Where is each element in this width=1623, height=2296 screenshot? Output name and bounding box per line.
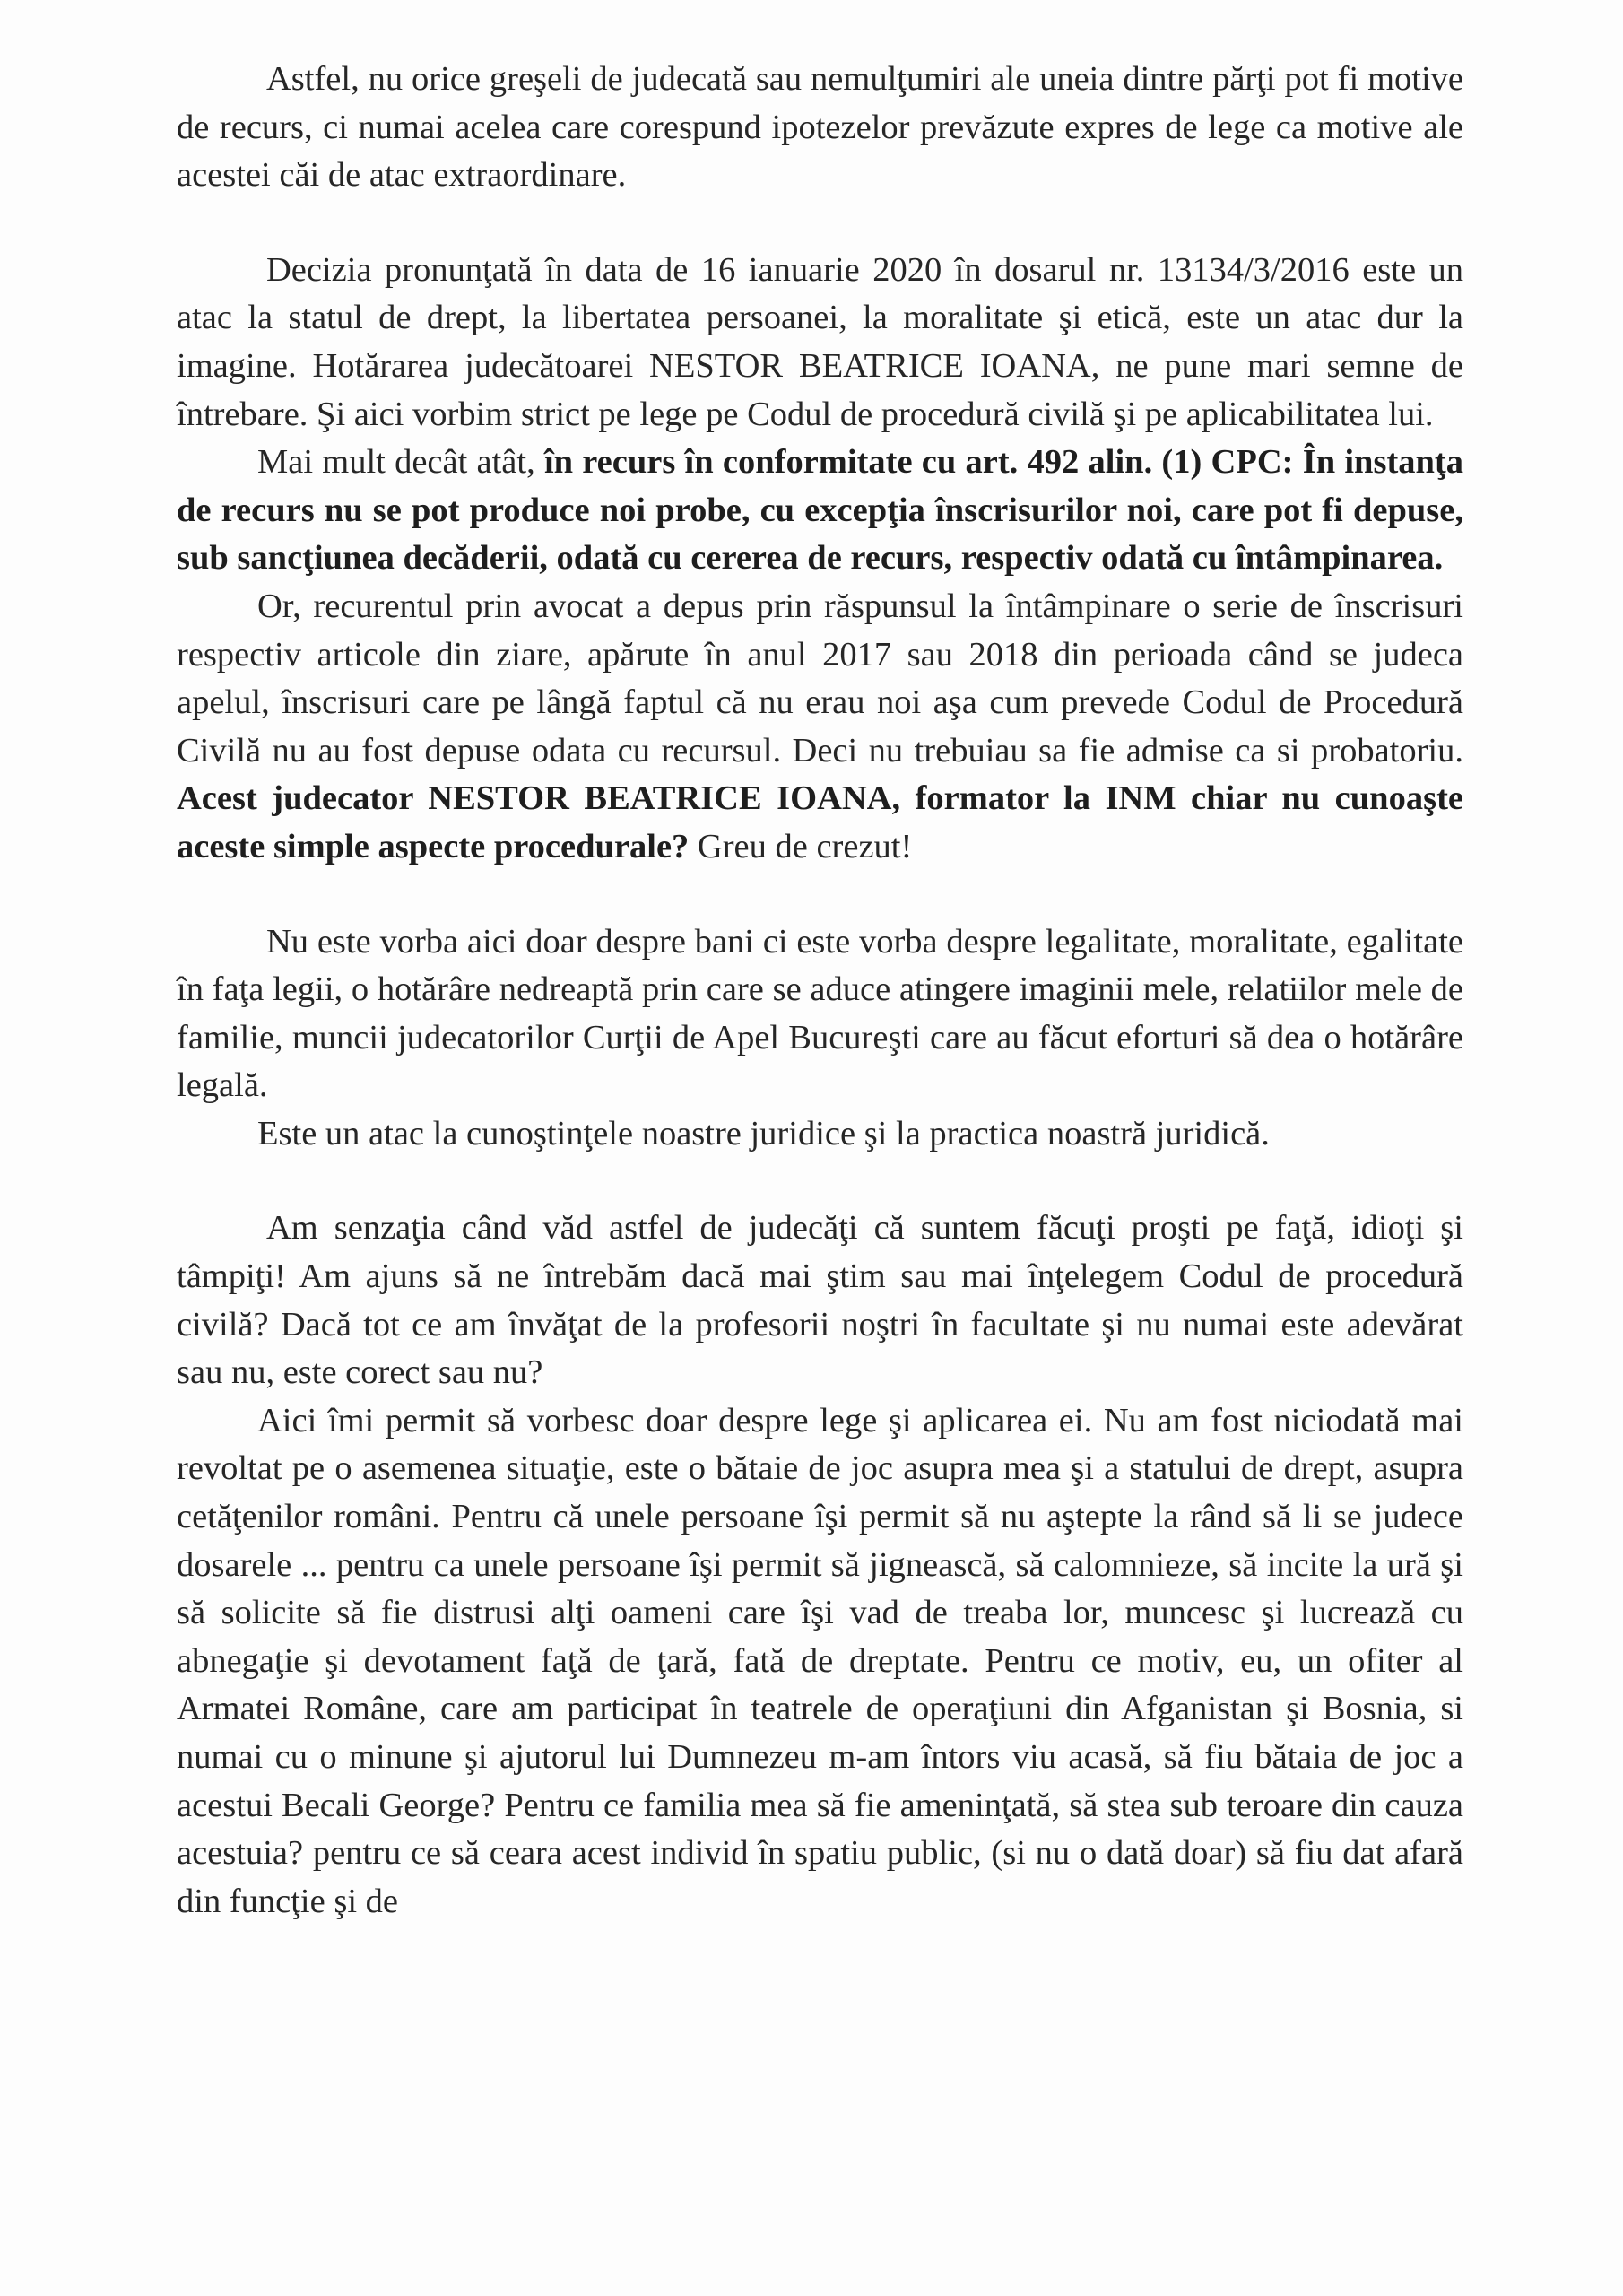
paragraph-decizia: Decizia pronunţată în data de 16 ianuarie 2020 în dosarul nr. 13134/3/2016 este un atac la statul de drept, la libertatea persoanei, la moralitate şi etică, este un atac dur la imagine. Hotărarea judecătoarei NESTOR BEATRICE IOANA, ne pune mari semne de întrebare. Şi aici vorbim strict pe lege pe Codul de procedură civilă şi pe aplicabilitatea lui. [177,250,1463,433]
paragraph-lege-aplicare: Aici îmi permit să vorbesc doar despre lege şi aplicarea ei. Nu am fost niciodată mai revoltat pe o asemenea situaţie, este o bătaie de joc asupra mea şi a statului de drept, asupra cetăţenilor români. Pentru că unele persoane îşi permit să nu aştepte la rând să li se judece dosarele ... pentru ca unele persoane îşi permit să jignească, să calomnieze, să incite la ură şi să solicite să fie distrusi alţi oameni care îşi vad de treaba lor, muncesc şi lucrează cu abnegaţie şi devotament faţă de ţară, fată de dreptate. Pentru ce motiv, eu, un ofiter al Armatei Române, care am participat în teatrele de operaţiuni din Afganistan şi Bosnia, si numai cu o minune şi ajutorul lui Dumnezeu m-am întors viu acasă, să fiu bătaia de joc a acestui Becali George? Pentru ce familia mea să fie ameninţată, să stea sub teroare din cauza acestuia? pentru ce să ceara acest individ în spatiu public, (si nu o dată doar) să fiu dat afară din funcţie şi de [177,1401,1463,1920]
paragraph-legalitate: Nu este vorba aici doar despre bani ci este vorba despre legalitate, moralitate, egalitate în faţa legii, o hotărâre nedreaptă prin care se aduce atingere imaginii mele, relatiilor mele de familie, muncii judecatorilor Curţii de Apel Bucureşti care au făcut eforturi să dea o hotărâre legală. [177,922,1463,1105]
paragraph-recurs-motive: Astfel, nu orice greşeli de judecată sau nemulţumiri ale uneia dintre părţi pot fi motive de recurs, ci numai acelea care corespund ipotezelor prevăzute expres de lege ca motive ale acestei căi de atac extraordinare. [177,60,1463,195]
paragraph-recurent-avocat [177,583,1463,872]
paragraph-recurent-avocat-end: Greu de crezut! [689,827,913,865]
document-body [177,56,1463,1926]
paragraph-atac-cunostinte: Este un atac la cunoştinţele noastre juridice şi la practica noastră juridică. [257,1114,1270,1152]
paragraph-art-492 [177,439,1463,583]
paragraph-recurent-avocat-bold: Acest judecator NESTOR BEATRICE IOANA, formator la INM chiar nu cunoaşte aceste simple aspecte procedurale? [177,779,1463,865]
paragraph-senzatia: Am senzaţia când văd astfel de judecăţi că suntem făcuţi proşti pe faţă, idioţi şi tâmpiţi! Am ajuns să ne întrebăm dacă mai ştim sau mai înţelegem Codul de procedură civilă? Dacă tot ce am învăţat de la profesorii noştri în facultate şi nu numai este adevărat sau nu, este corect sau nu? [177,1209,1463,1392]
paragraph-recurent-avocat-text: Or, recurentul prin avocat a depus prin răspunsul la întâmpinare o serie de înscrisuri respectiv articole din ziare, apărute în anul 2017 sau 2018 din perioada când se judeca apelul, înscrisuri care pe lângă faptul că nu erau noi aşa cum prevede Codul de Procedură Civilă nu au fost depuse odata cu recursul. Deci nu trebuiau sa fie admise ca si probatoriu. [177,587,1463,770]
paragraph-art-492-bold: în recurs în conformitate cu art. 492 alin. (1) CPC: În instanţa de recurs nu se pot produce noi probe, cu excepţia înscrisurilor noi, care pot fi depuse, sub sancţiunea decăderii, odată cu cererea de recurs, respectiv odată cu întâmpinarea. [177,443,1463,578]
paragraph-art-492-intro: Mai mult decât atât, [257,443,544,482]
